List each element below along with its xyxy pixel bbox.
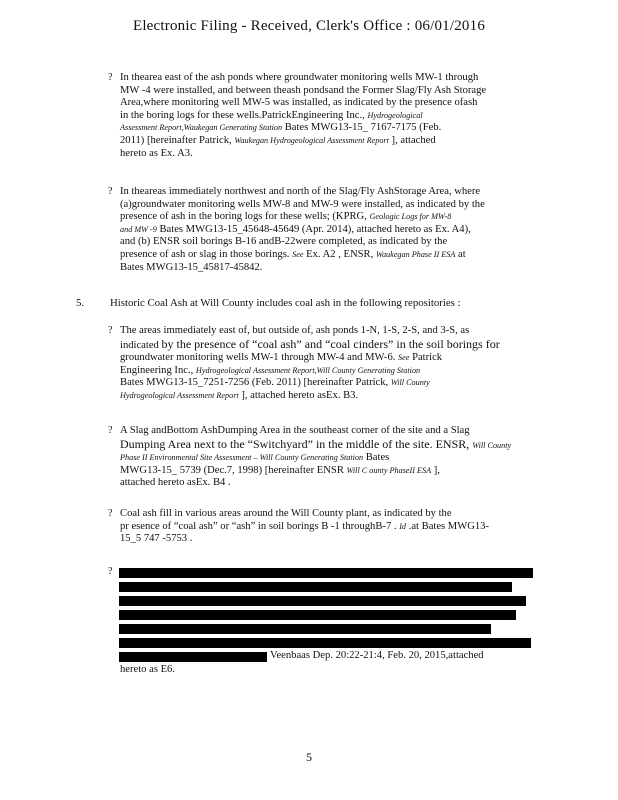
italic-run: Will County — [390, 378, 430, 388]
redaction-bar — [119, 582, 512, 592]
text-line — [120, 365, 540, 378]
italic-run: Waukegan Hydrogeological Assessment Report — [234, 135, 389, 145]
text-line: Area,where monitoring well MW-5 was installed, as indicated by the presence ofash — [120, 97, 478, 109]
text-line: The areas immediately east of, but outside of, ash ponds 1-N, 1-S, 2-S, and 3-S, as — [120, 325, 470, 336]
text-line — [120, 377, 540, 390]
italic-run: Will C ounty PhaseII ESA — [346, 465, 432, 475]
text-line: Veenbaas Dep. 20:22-21:4, Feb. 20, 2015,attached — [270, 650, 484, 661]
text-line — [120, 211, 540, 224]
text-line: In theareas immediately northwest and north of the Slag/Fly AshStorage Area, where — [120, 186, 481, 197]
text-run: ], — [431, 464, 440, 476]
paragraph-coal-ash-fill — [108, 508, 540, 546]
text-line — [120, 224, 540, 237]
section-heading: Historic Coal Ash at Will County includes coal ash in the following repositories : — [110, 297, 461, 309]
text-line — [120, 465, 540, 478]
text-line: and (b) ENSR soil borings B-16 andB-22were completed, as indicated by the — [120, 236, 448, 248]
text-run: presence of ash in the boring logs for these wells; (KPRG, — [120, 211, 370, 223]
italic-run: Hydrogeological Assessment Report — [120, 390, 239, 400]
italic-run: Phase II Environmental Site Assessment – Will County Generating Station — [120, 453, 364, 463]
text-line: In thearea east of the ash ponds where groundwater monitoring wells MW-1 through — [120, 72, 479, 83]
text-line — [120, 438, 540, 453]
filing-header: Electronic Filing - Received, Clerk's Office : 06/01/2016 — [132, 18, 486, 34]
italic-run: and MW -9 — [120, 224, 157, 234]
bullet-glyph: ? — [108, 186, 113, 197]
bullet-glyph: ? — [108, 425, 113, 436]
text-line: hereto as Ex. A3. — [120, 147, 193, 159]
bullet-glyph: ? — [108, 72, 113, 83]
text-run: Bates MWG13-15_45648-45649 (Apr. 2014), attached hereto as Ex. A4), — [156, 223, 471, 235]
text-line — [120, 352, 540, 365]
italic-run: See — [398, 353, 410, 363]
italic-run: Hydrogeological Assessment Report,Will County Generating Station — [195, 365, 421, 375]
paragraph-will-county-ponds — [108, 325, 540, 403]
text-run: presence of ash or slag in those borings. — [120, 248, 293, 260]
text-line: A Slag andBottom AshDumping Area in the southeast corner of the site and a Slag — [120, 425, 470, 436]
italic-run: Waukegan Phase II ESA — [375, 249, 456, 259]
italic-run: See — [292, 249, 304, 259]
text-run: Engineering Inc., — [120, 364, 196, 376]
page-number: 5 — [306, 750, 312, 764]
text-run: .at Bates MWG13- — [406, 520, 489, 532]
text-line — [120, 521, 540, 534]
text-run: Dumping Area next to the “Switchyard” in the middle of the site. ENSR, — [120, 436, 473, 451]
text-line — [120, 452, 540, 465]
redaction-bar — [119, 568, 533, 578]
text-line: Coal ash fill in various areas around the Will County plant, as indicated by the — [120, 508, 452, 519]
text-line: 15_5 747 -5753 . — [120, 533, 193, 545]
text-run: ], attached hereto asEx. B3. — [238, 389, 359, 401]
text-line — [120, 110, 540, 123]
paragraph-slag-storage-northwest — [108, 186, 540, 274]
text-run: Ex. A2 , ENSR, — [303, 248, 376, 260]
text-run: Bates MWG13-15_7251-7256 (Feb. 2011) [hereinafter Patrick, — [120, 377, 391, 389]
text-run: pr esence of “coal ash” or “ash” in soil borings B -1 throughB-7 . — [120, 520, 400, 532]
text-line — [120, 122, 540, 135]
text-line — [120, 338, 540, 353]
text-run: 2011) [hereinafter Patrick, — [120, 134, 235, 146]
italic-run: Will County — [472, 440, 512, 450]
text-run: MWG13-15_ 5739 (Dec.7, 1998) [hereinafter ENSR — [120, 464, 347, 476]
text-line: MW -4 were installed, and between theash pondsand the Former Slag/Fly Ash Storage — [120, 84, 487, 96]
section-number: 5. — [76, 297, 85, 309]
bullet-glyph: ? — [108, 508, 113, 519]
italic-run: Hydrogeological — [367, 110, 423, 120]
text-run: in the boring logs for these wells.PatrickEngineering Inc., — [120, 109, 368, 121]
redaction-bar — [119, 624, 491, 634]
text-line: attached hereto asEx. B4 . — [120, 477, 231, 489]
text-run: indicated — [120, 339, 162, 351]
text-line — [120, 135, 540, 148]
redaction-bar — [119, 652, 267, 662]
text-run: Bates — [363, 452, 390, 464]
redaction-bar — [119, 610, 516, 620]
redaction-bar — [119, 596, 526, 606]
paragraph-ash-ponds-east — [108, 72, 540, 160]
bullet-glyph: ? — [108, 325, 113, 336]
redaction-bar — [119, 638, 531, 648]
italic-run: Geologic Logs for MW-8 — [369, 212, 452, 222]
italic-run: Id — [399, 521, 407, 531]
text-run: Patrick — [409, 352, 443, 364]
text-run: by the presence of “coal ash” and “coal cinders” in the soil borings for — [161, 336, 500, 351]
text-run: Bates MWG13-15_ 7167-7175 (Feb. — [282, 122, 442, 134]
text-line: hereto as E6. — [120, 664, 176, 675]
text-run: groundwater monitoring wells MW-1 through MW-4 and MW-6. — [120, 352, 399, 364]
text-line: (a)groundwater monitoring wells MW-8 and MW-9 were installed, as indicated by the — [120, 198, 485, 210]
text-line — [120, 249, 540, 262]
text-run: ], attached — [388, 134, 436, 146]
text-line — [120, 390, 540, 403]
italic-run: Assessment Report,Waukegan Generating Station — [120, 123, 283, 133]
text-run: at — [455, 248, 466, 260]
bullet-glyph: ? — [108, 566, 113, 577]
paragraph-slag-dumping-area — [108, 425, 540, 490]
text-line: Bates MWG13-15_45817-45842. — [120, 261, 263, 273]
